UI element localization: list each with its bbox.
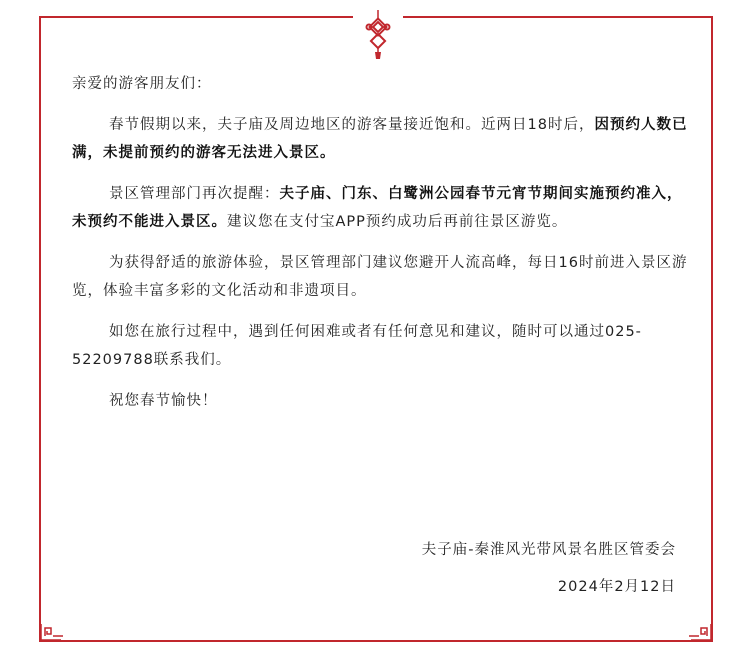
chinese-knot-icon (363, 10, 393, 60)
paragraph-1-bold: 因预约人数已满，未提前预约的游客无法进入景区。 (72, 117, 688, 161)
signature-org: 夫子庙-秦淮风光带风景名胜区管委会 (421, 542, 676, 558)
letter-body (72, 70, 692, 428)
corner-ornament-icon (39, 618, 67, 642)
paragraph-4: 如您在旅行过程中，遇到任何困难或者有任何意见和建议，随时可以通过025-52209788联系我们。 (72, 324, 642, 368)
signature-date: 2024年2月12日 (557, 579, 676, 595)
paragraph-2-bold: 夫子庙、门东、白鹭洲公园春节元宵节期间实施预约准入，未预约不能进入景区。 (72, 186, 683, 230)
paragraph-2-text-after: 建议您在支付宝APP预约成功后再前往景区游览。 (227, 214, 568, 230)
paragraph-2-text: 景区管理部门再次提醒： (109, 186, 280, 202)
paragraph-2 (72, 180, 692, 236)
paragraph-3: 为获得舒适的旅游体验，景区管理部门建议您避开人流高峰，每日16时前进入景区游览，体验丰富多彩的文化活动和非遗项目。 (72, 255, 688, 299)
signature-block (422, 536, 676, 601)
paragraph-1 (72, 111, 692, 167)
paragraph-1-text: 春节假期以来，夫子庙及周边地区的游客量接近饱和。近两日18时后， (109, 117, 595, 133)
closing: 祝您春节愉快！ (109, 393, 218, 409)
corner-ornament-icon (685, 618, 713, 642)
greeting: 亲爱的游客朋友们： (72, 76, 212, 92)
